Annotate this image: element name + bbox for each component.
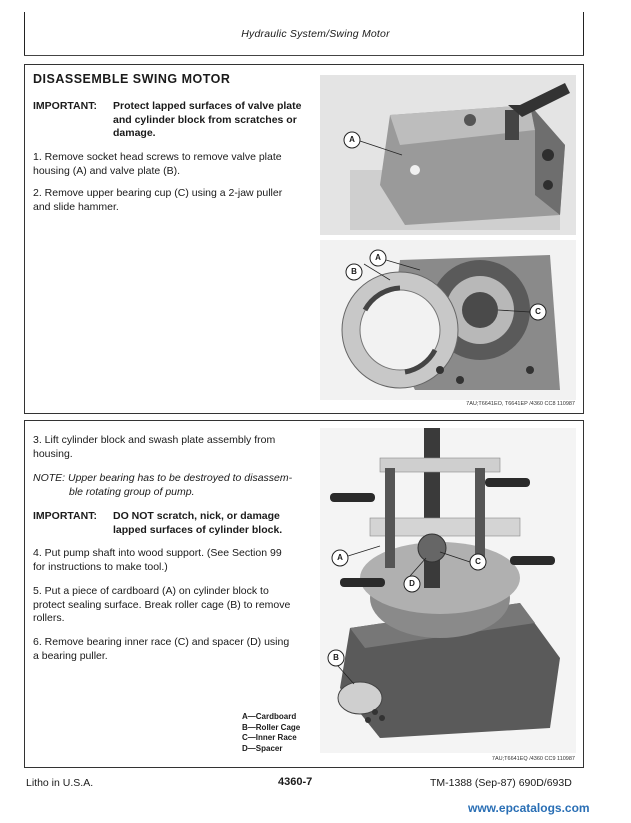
step-line: 2. Remove upper bearing cup (C) using a 2-jaw puller [33,187,283,199]
step-line: for instructions to make tool.) [33,560,168,573]
important-label: IMPORTANT: [33,100,97,112]
step-line: rollers. [33,612,65,624]
step-1 [33,151,309,178]
callout-c-photo2: C [535,307,541,316]
step-5 [33,585,309,626]
important-line: lapped surfaces of cylinder block. [113,523,283,536]
important-line: DO NOT scratch, nick, or damage [113,510,280,522]
step-line: housing. [33,447,73,460]
callout-a-photo3: A [337,553,343,562]
step-line: protect sealing surface. Break roller cage (B) to remove [33,598,291,611]
step-line: 1. Remove socket head screws to remove valve plate [33,151,282,163]
note-line: NOTE: Upper bearing has to be destroyed to disassem- [33,472,293,484]
step-line: 4. Put pump shaft into wood support. (See Section 99 [33,547,282,559]
valve-plate-housing-photo [320,75,576,235]
step-line: and slide hammer. [33,200,119,213]
step-line: 6. Remove bearing inner race (C) and spacer (D) using [33,636,290,648]
step-line: 5. Put a piece of cardboard (A) on cylinder block to [33,585,269,597]
figure-reference-2: 7AU;T6641EQ /4360 CC9 110987 [491,756,575,762]
step-line: housing (A) and valve plate (B). [33,164,181,177]
important-line: damage. [113,127,156,139]
valve-plate-photo [320,240,576,400]
callout-c-photo3: C [475,557,481,566]
note [33,472,309,499]
watermark-link[interactable]: www.epcatalogs.com [468,801,590,815]
step-3 [33,434,309,461]
legend-item: D—Spacer [242,743,283,753]
callout-a-photo2: A [375,253,381,262]
header-rule-bottom [24,55,584,56]
footer-manual-id: TM-1388 (Sep-87) 690D/693D [430,777,572,789]
figure-reference-1: 7AU;T6641EO, T6641EP /4360 CC8 110987 [466,401,575,407]
legend-item: C—Inner Race [242,733,297,742]
footer-page-number: 4360-7 [278,776,313,788]
footer-litho: Litho in U.S.A. [26,777,94,789]
callout-d-photo3: D [409,579,415,588]
bearing-puller-photo [320,428,576,753]
important-line: Protect lapped surfaces of valve plate [113,100,302,112]
callout-b-photo3: B [333,653,339,662]
important-label: IMPORTANT: [33,510,97,522]
step-4 [33,547,309,574]
step-6 [33,636,309,663]
note-line: ble rotating group of pump. [69,485,195,498]
important-line: and cylinder block from scratches or [113,113,297,126]
legend-item: B—Roller Cage [242,722,301,732]
section-heading: DISASSEMBLE SWING MOTOR [33,72,231,86]
legend-item: A—Cardboard [242,712,297,721]
figure-legend [242,712,300,754]
step-line: 3. Lift cylinder block and swash plate assembly from [33,434,276,446]
important-note-2 [33,510,309,537]
step-2 [33,187,309,214]
important-note-1 [33,100,309,141]
page-header-title: Hydraulic System/Swing Motor [241,28,390,40]
step-line: a bearing puller. [33,649,108,662]
callout-a-photo1: A [349,135,355,144]
callout-b-photo2: B [351,267,357,276]
